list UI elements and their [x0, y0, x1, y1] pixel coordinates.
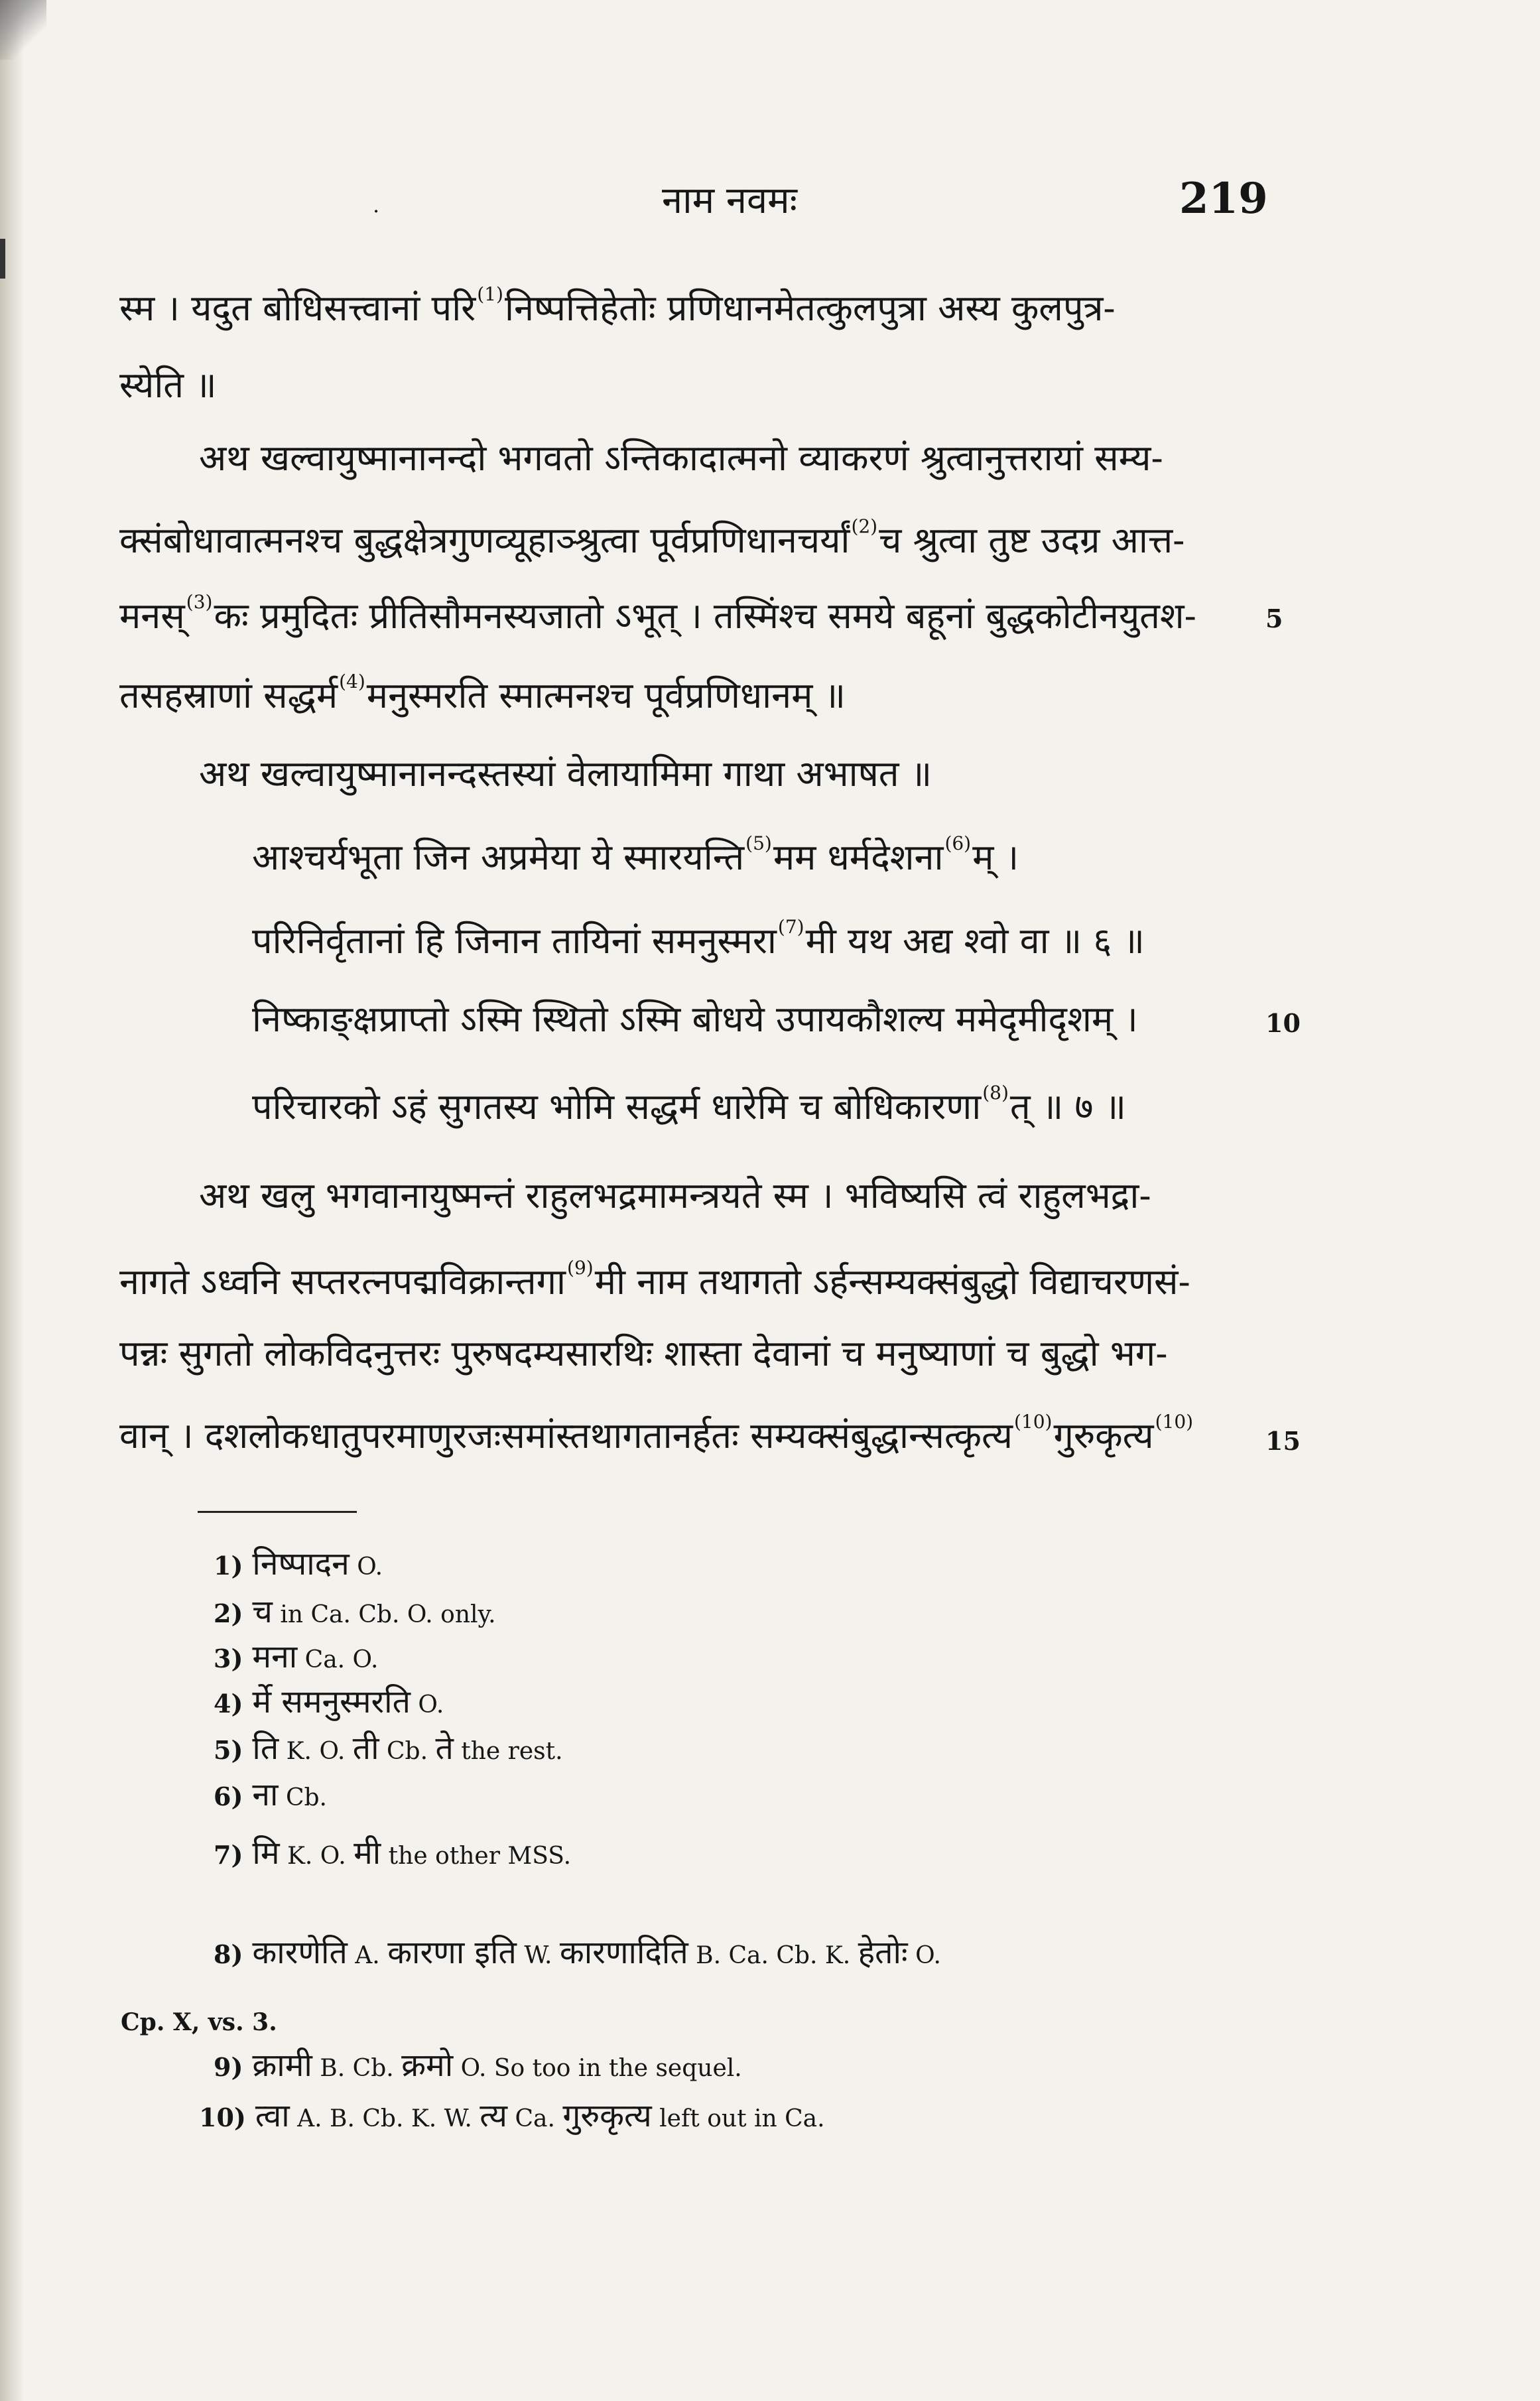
line-text: मी नाम तथागतो ऽर्हन्सम्यक्संबुद्धो विद्याचरणसं-	[594, 1261, 1190, 1303]
footnote-number: 3)	[214, 1644, 243, 1673]
footnote-variant: मी	[353, 1835, 381, 1872]
footnote-ref: (7)	[777, 916, 804, 938]
footnote-note: O. So too in the sequel.	[453, 2055, 742, 2082]
footnote-note: the other MSS.	[381, 1843, 572, 1870]
line-number-15: 15	[1265, 1426, 1301, 1456]
text-line-10	[119, 1332, 1168, 1374]
verse-line-3	[252, 998, 1138, 1040]
footnote-number: 5)	[214, 1735, 243, 1765]
line-text: वान् । दशलोकधातुपरमाणुरजःसमांस्तथागतानर्हतः सम्यक्संबुद्धान्सत्कृत्य	[119, 1415, 1013, 1457]
footnote-variant: कारणेति	[252, 1934, 348, 1971]
footnote-2	[214, 1593, 496, 1630]
footnote-ref: (9)	[567, 1257, 594, 1279]
line-text: त् ॥ ७ ॥	[1009, 1086, 1126, 1128]
footnote-6	[214, 1776, 327, 1813]
footnote-variant: च	[252, 1593, 273, 1630]
footnote-ref: (3)	[186, 591, 213, 613]
footnote-8	[214, 1934, 941, 1971]
footnote-ref: (1)	[477, 283, 503, 305]
line-text: मम धर्मदेशना	[773, 836, 944, 878]
footnote-variant: निष्पादन	[252, 1545, 350, 1583]
footnote-variant: मि	[252, 1835, 280, 1872]
footnote-note: O.	[410, 1691, 444, 1719]
footnote-variant: ना	[252, 1776, 279, 1813]
footnote-3	[214, 1638, 379, 1675]
line-text: आश्चर्यभूता जिन अप्रमेया ये स्मारयन्ति	[252, 836, 745, 878]
footnote-variant: त्य	[480, 2097, 508, 2134]
text-line-9	[119, 1257, 1190, 1303]
footnote-number: 4)	[214, 1689, 243, 1719]
text-line-5	[119, 591, 1196, 637]
footnote-variant: कारणादिति	[559, 1934, 688, 1971]
line-text: नागते ऽध्वनि सप्तरत्नपद्मविक्रान्तगा	[119, 1261, 566, 1303]
line-text: मनुस्मरति स्मात्मनश्च पूर्वप्रणिधानम् ॥	[366, 675, 846, 716]
footnote-variant: ती	[352, 1730, 379, 1767]
footnote-variant: कारणा इति	[387, 1934, 517, 1971]
footnote-ref: (4)	[339, 671, 365, 692]
text-line-3	[199, 437, 1163, 479]
footnote-number: 9)	[214, 2052, 243, 2082]
footnote-note: W.	[516, 1942, 560, 1969]
footnote-note: Ca. O.	[297, 1646, 379, 1673]
line-text: अथ खल्वायुष्मानानन्दो भगवतो ऽन्तिकादात्मनो व्याकरणं श्रुत्वानुत्तरायां सम्य-	[199, 437, 1163, 479]
line-text: स्येति ॥	[119, 364, 217, 406]
footnote-1	[214, 1545, 383, 1583]
footnote-note: B. Ca. Cb. K.	[688, 1942, 858, 1969]
footnote-note: O.	[349, 1553, 383, 1581]
footnote-note: the rest.	[453, 1738, 563, 1765]
footnote-ref: (10)	[1013, 1411, 1053, 1433]
footnote-variant: क्रमो	[401, 2047, 454, 2084]
page-number: 219	[1179, 174, 1268, 224]
header-dot: .	[373, 192, 380, 218]
verse-line-4	[252, 1082, 1126, 1128]
line-text: गुरुकृत्य	[1053, 1415, 1154, 1457]
footnote-number: 7)	[214, 1840, 243, 1870]
verse-line-1	[252, 834, 1019, 876]
footnote-note: K. O.	[279, 1843, 354, 1870]
footnote-note: left out in Ca.	[651, 2105, 825, 2132]
footnote-variant: र्मे समनुस्मरति	[252, 1683, 411, 1720]
text-line-2	[119, 364, 217, 406]
line-text: स्म । यदुत बोधिसत्त्वानां परि	[119, 287, 476, 329]
line-text: अथ खलु भगवानायुष्मन्तं राहुलभद्रमामन्त्रयते स्म । भविष्यसि त्वं राहुलभद्रा-	[199, 1175, 1151, 1216]
line-text: च श्रुत्वा तुष्ट उदग्र आत्त-	[879, 519, 1185, 561]
line-number-10: 10	[1265, 1008, 1301, 1038]
footnote-note: K. O.	[279, 1738, 353, 1765]
line-text: निष्काङ्क्षप्राप्तो ऽस्मि स्थितो ऽस्मि बोधये उपायकौशल्य ममेदृमीदृशम् ।	[252, 998, 1138, 1040]
line-text: अथ खल्वायुष्मानानन्दस्तस्यां वेलायामिमा गाथा अभाषत ॥	[199, 753, 932, 795]
line-text: परिनिर्वृतानां हि जिनान तायिनां समनुस्मरा	[252, 920, 777, 962]
footnote-continuation: Cp. X, vs. 3.	[121, 2008, 277, 2036]
footnote-ref: (5)	[745, 832, 772, 854]
line-text: मनस्	[119, 595, 185, 637]
footnote-ref: (8)	[982, 1082, 1009, 1104]
footnote-variant: क्रामी	[252, 2047, 312, 2084]
footnote-note: A.	[347, 1942, 388, 1969]
footnote-9	[214, 2047, 742, 2084]
footnote-5	[214, 1730, 563, 1767]
line-text: तसहस्राणां सद्धर्म	[119, 675, 338, 716]
footnote-note: A. B. Cb. K. W.	[289, 2105, 480, 2132]
footnote-number: 1)	[214, 1551, 243, 1581]
footnote-number: 2)	[214, 1598, 243, 1628]
text-line-11	[119, 1411, 1194, 1457]
line-text: परिचारको ऽहं सुगतस्य भोमि सद्धर्म धारेमि च बोधिकारणा	[252, 1086, 982, 1128]
line-text: क्संबोधावात्मनश्च बुद्धक्षेत्रगुणव्यूहाञ्श्रुत्वा पूर्वप्रणिधानचर्यां	[119, 519, 850, 561]
footnote-7	[214, 1835, 572, 1872]
gutter-shadow	[0, 0, 24, 2401]
footnote-variant: ते	[435, 1730, 454, 1767]
footnote-number: 10)	[199, 2103, 246, 2132]
footnote-variant: त्वा	[255, 2097, 290, 2134]
footnote-ref: (6)	[944, 832, 972, 854]
line-text: मी यथ अद्य श्वो वा ॥ ६ ॥	[805, 920, 1145, 962]
footnote-4	[214, 1683, 444, 1720]
line-text: म् ।	[972, 836, 1019, 878]
footnote-10	[199, 2097, 825, 2134]
footnote-variant: हेतोः	[858, 1934, 908, 1971]
footnote-variant: गुरुकृत्य	[562, 2097, 652, 2134]
verse-line-2	[252, 916, 1145, 962]
footnote-ref: (10)	[1155, 1411, 1194, 1433]
text-line-7	[199, 753, 932, 795]
footnote-number: 8)	[214, 1939, 243, 1969]
running-head: नाम नवमः	[662, 179, 797, 222]
line-text: निष्पत्तिहेतोः प्रणिधानमेतत्कुलपुत्रा अस्य कुलपुत्र-	[504, 287, 1116, 329]
text-line-1	[119, 283, 1116, 329]
footnote-number: 6)	[214, 1782, 243, 1811]
footnote-note: O.	[907, 1942, 941, 1969]
footnote-note: Cb.	[379, 1738, 436, 1765]
scan-corner-mark	[0, 0, 46, 60]
scan-edge-mark	[0, 239, 5, 279]
line-text: कः प्रमुदितः प्रीतिसौमनस्यजातो ऽभूत् । तस्मिंश्च समये बहूनां बुद्धकोटीनयुतश-	[214, 595, 1196, 637]
footnote-rule	[198, 1511, 357, 1513]
text-line-4	[119, 515, 1185, 561]
footnote-note: in Ca. Cb. O. only.	[272, 1601, 496, 1628]
line-number-5: 5	[1265, 604, 1283, 633]
text-line-6	[119, 673, 846, 714]
line-text: पन्नः सुगतो लोकविदनुत्तरः पुरुषदम्यसारथिः शास्ता देवानां च मनुष्याणां च बुद्धो भग-	[119, 1332, 1168, 1374]
text-line-8	[199, 1175, 1151, 1216]
footnote-variant: ति	[252, 1730, 279, 1767]
footnote-ref: (2)	[851, 515, 878, 537]
footnote-variant: मना	[252, 1638, 298, 1675]
footnote-note: B. Cb.	[312, 2055, 402, 2082]
footnote-note: Ca.	[507, 2105, 563, 2132]
footnote-note: Cb.	[278, 1784, 327, 1811]
